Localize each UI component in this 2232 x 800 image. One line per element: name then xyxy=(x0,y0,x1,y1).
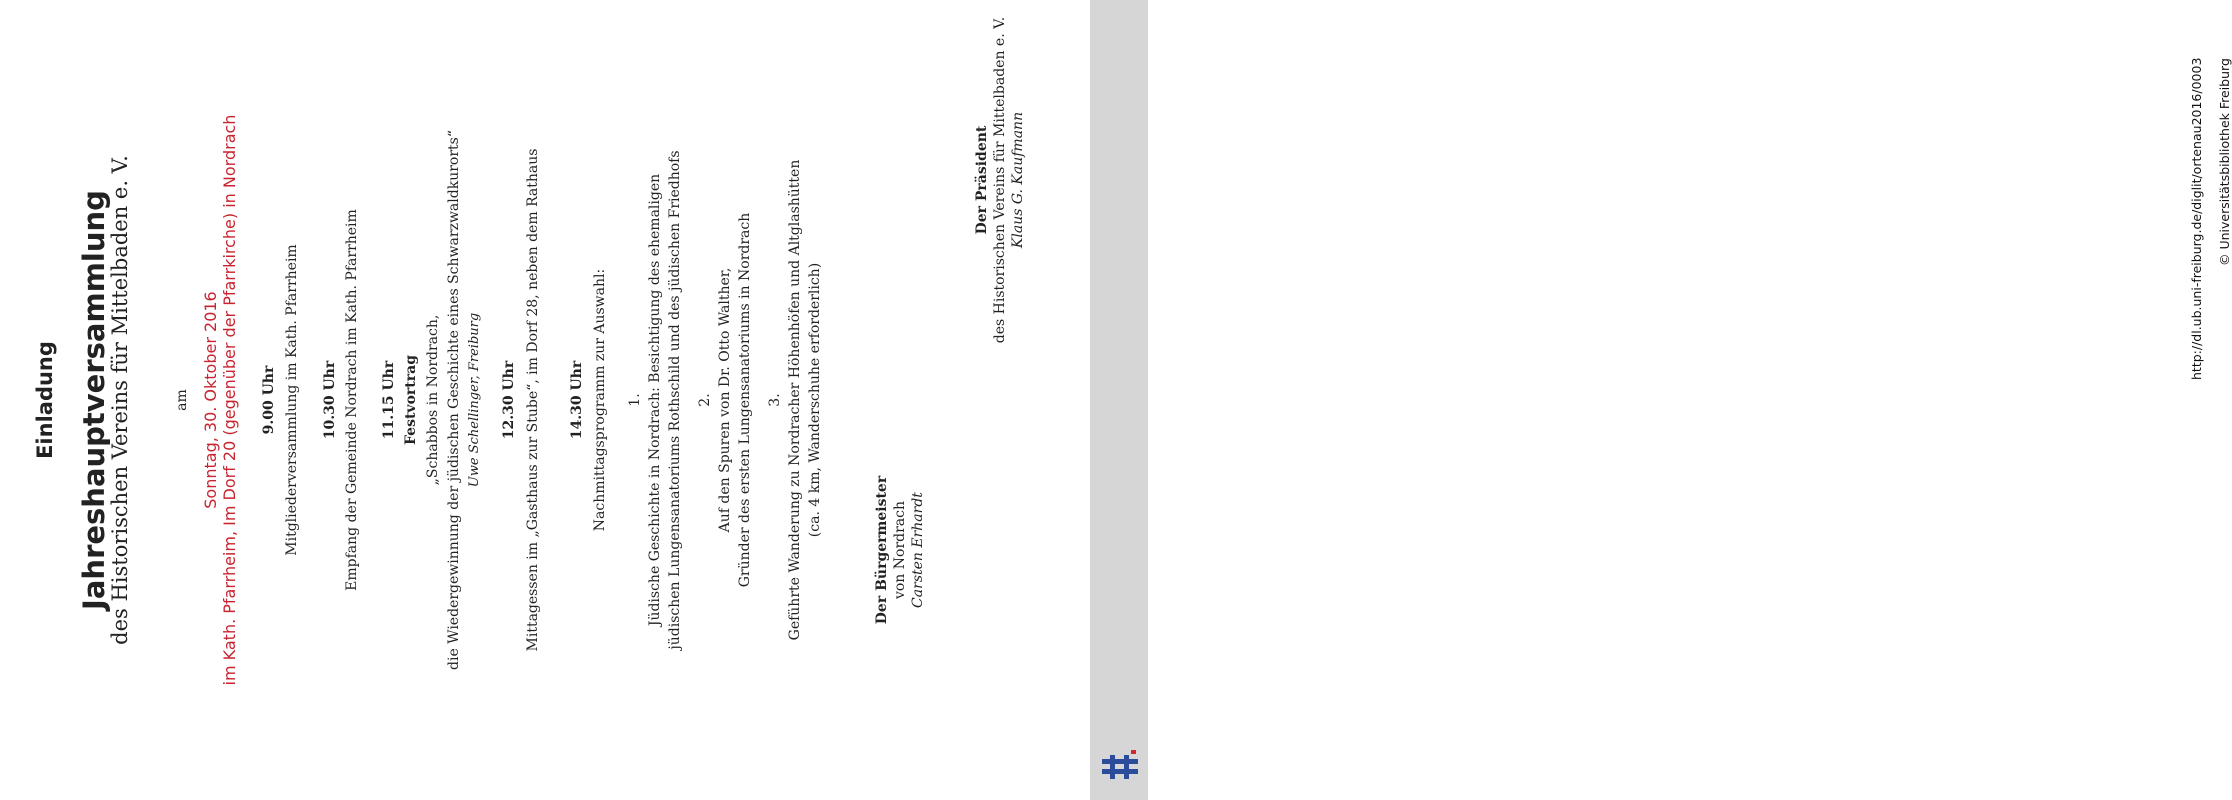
mayor-location: von Nordrach xyxy=(892,500,908,600)
desc-4: Mittagessen im „Gasthaus zur Stube“, im Dorf 28, neben dem Rathaus xyxy=(525,148,541,652)
option-1-line-1: Jüdische Geschichte in Nordrach: Besichtigung des ehemaligen xyxy=(647,173,663,627)
president-organization: des Historischen Vereins für Mittelbaden e. V. xyxy=(992,16,1008,344)
option-1-line-2: jüdischen Lungensanatoriums Rothschild und des jüdischen Friedhofs xyxy=(667,150,683,650)
option-2-line-2: Gründer des ersten Lungensanatoriums in Nordrach xyxy=(737,212,753,588)
option-3-number: 3. xyxy=(767,393,783,407)
time-5: 14.30 Uhr xyxy=(569,360,585,440)
time-3: 11.15 Uhr xyxy=(381,360,397,440)
invitation-content xyxy=(0,0,1090,800)
time-4: 12.30 Uhr xyxy=(501,360,517,440)
time-1: 9.00 Uhr xyxy=(261,365,277,435)
mayor-signature xyxy=(875,420,925,680)
option-2-number: 2. xyxy=(697,393,713,407)
option-3-line-2: (ca. 4 km, Wanderschuhe erforderlich) xyxy=(807,262,823,538)
am-text: am xyxy=(174,389,190,411)
document-page xyxy=(0,0,1090,800)
desc-1: Mitgliederversammlung im Kath. Pfarrheim xyxy=(284,244,300,556)
time-2: 10.30 Uhr xyxy=(322,360,338,440)
desc-2: Empfang der Gemeinde Nordrach im Kath. Pfarrheim xyxy=(344,209,360,591)
date-line: Sonntag, 30. Oktober 2016 xyxy=(201,291,220,509)
library-sidebar xyxy=(1090,0,2232,800)
lecture-title: „Schabbos in Nordrach, xyxy=(425,314,441,486)
speaker: Uwe Schellinger, Freiburg xyxy=(467,312,482,488)
festvortrag-label: Festvortrag xyxy=(403,355,419,445)
source-url[interactable]: http://dl.ub.uni-freiburg.de/diglit/ortenau2016/0003 xyxy=(2189,57,2204,380)
lecture-subtitle: die Wiedergewinnung der jüdischen Geschichte eines Schwarzwaldkurorts“ xyxy=(446,130,462,670)
mayor-name: Carsten Erhardt xyxy=(910,492,926,608)
option-1-number: 1. xyxy=(627,393,643,407)
subtitle: des Historischen Vereins für Mittelbaden e. V. xyxy=(108,155,132,645)
desc-5: Nachmittagsprogramm zur Auswahl: xyxy=(592,268,608,532)
university-library-logo-icon xyxy=(1100,745,1140,785)
heading: Einladung xyxy=(33,341,57,459)
copyright-notice: © Universitätsbibliothek Freiburg xyxy=(2217,58,2232,266)
president-title: Der Präsident xyxy=(974,125,990,235)
president-signature xyxy=(975,0,1025,360)
president-name: Klaus G. Kaufmann xyxy=(1010,111,1026,249)
option-2-line-1: Auf den Spuren von Dr. Otto Walther, xyxy=(717,267,733,533)
location-line: im Kath. Pfarrheim, Im Dorf 20 (gegenüber der Pfarrkirche) in Nordrach xyxy=(220,114,239,686)
option-3-line-1: Geführte Wanderung zu Nordracher Höhenhöfen und Altglashütten xyxy=(787,159,803,641)
mayor-title: Der Bürgermeister xyxy=(874,475,890,625)
page-title: Jahreshauptversammlung xyxy=(77,190,111,610)
